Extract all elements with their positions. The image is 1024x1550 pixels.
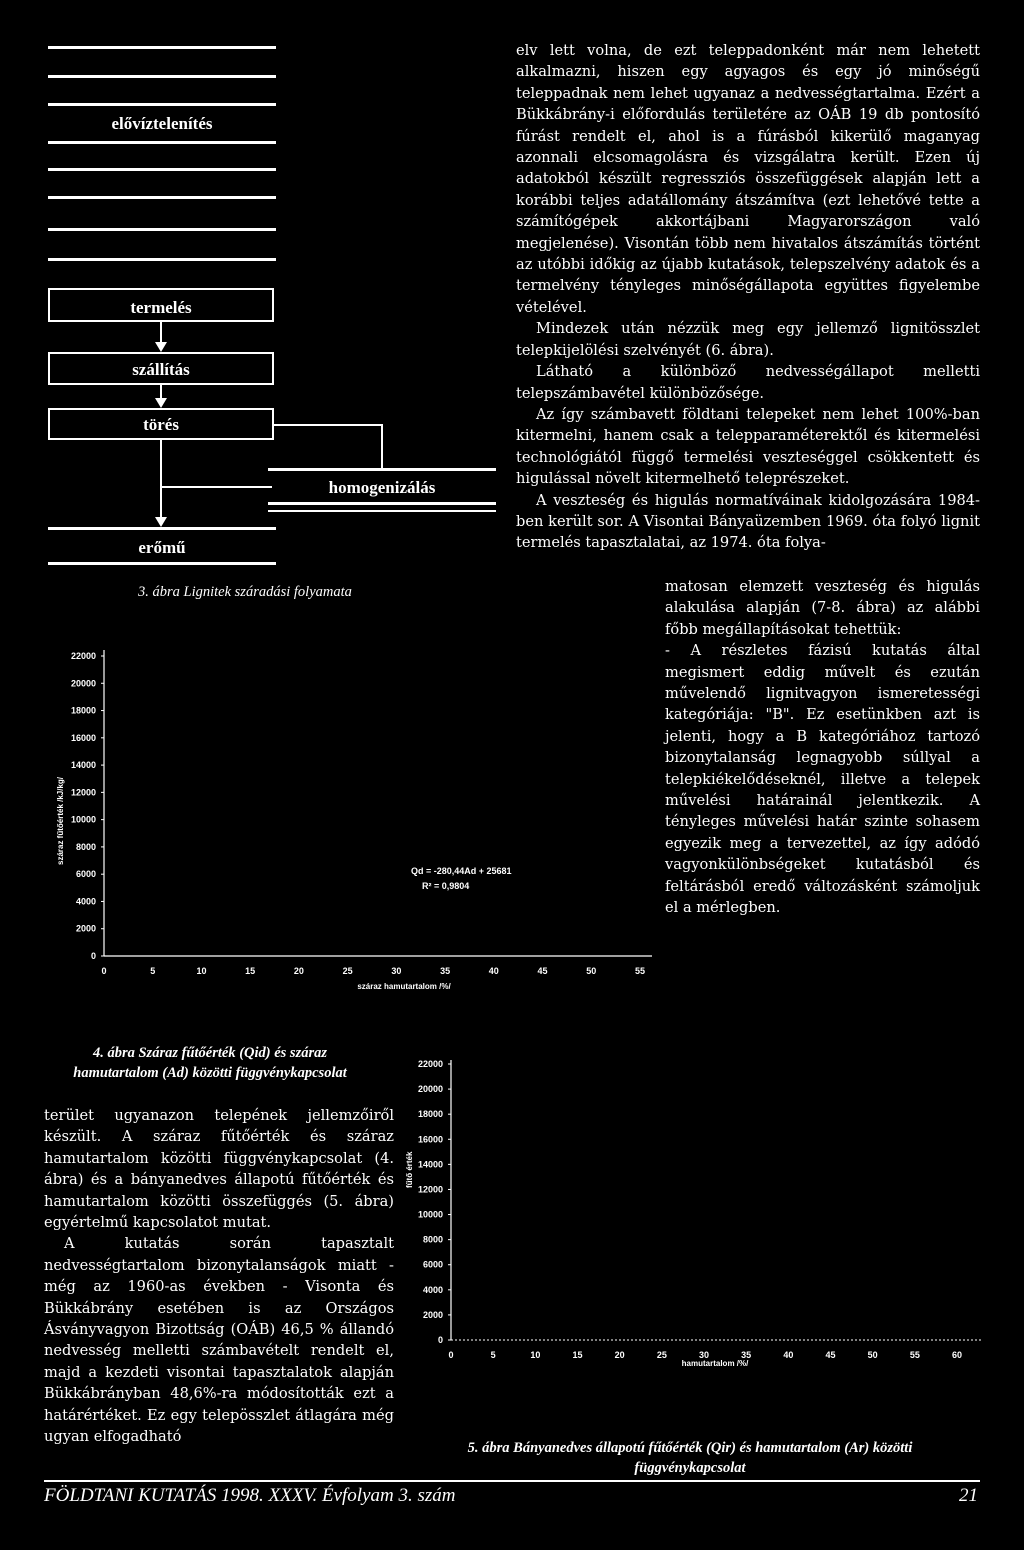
footer-rule <box>44 1480 980 1482</box>
paragraph: terület ugyanazon telepének jellemzőiről készült. A száraz fűtőérték és száraz hamutartalom közötti függvénykapcsolat (4. ábra) és a bányanedves állapotú fűtőérték és hamutartalom közötti összefüggés (5. ábra) egyértelmű kapcsolatot mutat. <box>44 1107 394 1232</box>
x-tick-label: 15 <box>572 1350 583 1360</box>
x-tick-label: 60 <box>951 1350 963 1360</box>
footer-journal: FÖLDTANI KUTATÁS 1998. XXXV. Évfolyam 3. szám <box>44 1485 456 1506</box>
y-tick-label: 16000 <box>70 732 96 743</box>
bullet-paragraph: - A részletes fázisú kutatás által megismert eddig művelt és ezután művelendő lignitvagyon ismeretességi kategóriája: "B". Ez esetünkben azt is jelenti, hogy a B kategóriához tartozó bizonytalanság legnagyobb súllyal a telepkiékelődéseknél, illetve a telepek művelési határainál jelentkezik. A tényleges művelési határ szinte sohasem egyezik meg a tervezettel, az így adódó vagyonkülönbségeket kutatásból és feltárásból eredő változásként számoljuk el a mérlegben. <box>665 642 980 917</box>
y-tick-label: 8000 <box>422 1234 443 1245</box>
step-homogenization: homogenizálás <box>328 478 436 497</box>
paragraph: Az így számbavett földtani telepeket nem lehet 100%-ban kitermelni, hanem csak a telepparaméterektől és kitermelési technológiától függő termelési veszteséggel csökkentett és higulással növelt kitermelhető teleprészeket. <box>516 405 980 488</box>
paragraph: A kutatás során tapasztalt nedvességtartalom bizonytalanságok miatt - még az 1960-as években - Visonta és Bükkábrány esetében is az Országos Ásványvagyon Bizottság (OÁB) 46,5 % állandó nedvesség melletti számbavételt rendelt el, majd a kezdeti visontai tapasztalatok alapján Bükkábrányban 48,6%-ra módosították ezt a határértéket. Ez egy telepösszlet átlagára még ugyan elfogadható <box>44 1235 394 1446</box>
y-tick-label: 14000 <box>70 760 96 771</box>
y-tick-label: 6000 <box>422 1259 443 1270</box>
y-tick-label: 6000 <box>75 869 96 880</box>
x-tick-label: 25 <box>656 1350 667 1360</box>
regression-equation: Qd = -280,44Ad + 25681 <box>411 866 512 876</box>
divider <box>268 510 496 512</box>
figure4-chart <box>0 640 660 1000</box>
x-tick-label: 55 <box>909 1350 920 1360</box>
y-tick-label: 22000 <box>417 1059 443 1069</box>
caption-line: függvénykapcsolat <box>634 1460 746 1476</box>
x-axis-label: hamutartalom /%/ <box>681 1359 749 1368</box>
x-tick-label: 0 <box>448 1350 454 1360</box>
step-transport: szállítás <box>132 360 190 379</box>
figure5-caption <box>400 1438 980 1478</box>
y-tick-label: 12000 <box>417 1184 443 1195</box>
divider <box>48 562 276 565</box>
y-tick-label: 2000 <box>75 923 96 934</box>
y-tick-label: 20000 <box>70 678 96 689</box>
x-tick-label: 30 <box>391 966 402 976</box>
caption-line: hamutartalom (Ad) közötti függvénykapcsolat <box>73 1065 347 1081</box>
divider <box>48 527 276 530</box>
y-axis-label: száraz fűtőérték /kJ/kg/ <box>56 776 65 865</box>
y-axis-label: fűtő érték <box>405 1151 414 1188</box>
x-tick-label: 35 <box>741 1350 752 1360</box>
x-tick-label: 40 <box>783 1350 794 1360</box>
x-axis-label: száraz hamutartalom /%/ <box>357 982 451 991</box>
narrow-column-text <box>665 576 980 919</box>
x-tick-label: 20 <box>293 966 304 976</box>
y-tick-label: 22000 <box>70 651 96 661</box>
x-tick-label: 15 <box>245 966 256 976</box>
caption-line: 4. ábra Száraz fűtőérték (Qid) és száraz <box>92 1045 328 1061</box>
figure4-caption <box>50 1043 370 1083</box>
x-tick-label: 0 <box>101 966 107 976</box>
step-production: termelés <box>130 298 192 317</box>
right-column-text <box>516 40 980 554</box>
r-squared: R² = 0,9804 <box>422 881 470 891</box>
divider <box>268 502 496 505</box>
y-tick-label: 0 <box>90 951 96 961</box>
y-tick-label: 0 <box>437 1335 443 1345</box>
y-tick-label: 4000 <box>75 896 96 907</box>
y-tick-label: 8000 <box>75 841 96 852</box>
x-tick-label: 45 <box>537 966 548 976</box>
x-tick-label: 50 <box>867 1350 878 1360</box>
paragraph: matosan elemzett veszteség és higulás alakulása alapján (7-8. ábra) az alábbi főbb megállapításokat tehettük: <box>665 578 980 638</box>
x-tick-label: 55 <box>634 966 646 976</box>
paragraph: A veszteség és higulás normatíváinak kidolgozására 1984-ben került sor. A Visontai Bányaüzemben 1969. óta folyó lignit termelés tapasztalatai, az 1974. óta folya- <box>516 491 980 552</box>
figure3-caption: 3. ábra Lignitek száradási folyamata <box>138 584 352 600</box>
paragraph: Látható a különböző nedvességállapot melletti telepszámbavétel különbözősége. <box>516 363 980 402</box>
y-tick-label: 14000 <box>417 1159 443 1170</box>
left-column-text <box>44 1105 394 1448</box>
y-tick-label: 16000 <box>417 1134 443 1145</box>
caption-line: 5. ábra Bányanedves állapotú fűtőérték (Qir) és hamutartalom (Ar) közötti <box>467 1440 913 1456</box>
y-tick-label: 10000 <box>70 814 96 825</box>
x-tick-label: 5 <box>150 966 156 976</box>
step-predewatering: elővíztelenítés <box>111 114 213 133</box>
divider <box>268 468 496 471</box>
x-tick-label: 30 <box>698 1350 710 1360</box>
y-tick-label: 2000 <box>422 1309 443 1320</box>
paragraph: elv lett volna, de ezt teleppadonként már nem lehetett alkalmazni, hiszen egy agyagos és egy jó minőségű teleppadnak nem lehet ugyanaz a nedvességtartalma. Ezért a Bükkábrány-i előfordulás területére az OÁB 19 db pontosító fúrást rendelt el, ahol is a fúrásból kikerülő maganyag azonnali elcsomagolásra és vizsgálatra került. Ezen új adatokból készült regressziós összefüggések alapján lett a korábbi teljes adatállomány átszámítva (ezt lehetővé tette a számítógépek akkortájbani Magyarországon való megjelenése). Visontán több nem hivatalos átszámítás történt az utóbbi időkig az újabb kutatások, telepszelvény adatok és a termelvény tényleges minőségállapota együttes figyelembe vételével. <box>516 42 980 316</box>
x-tick-label: 5 <box>490 1350 496 1360</box>
y-tick-label: 10000 <box>417 1209 443 1220</box>
figure5-chart <box>395 1050 985 1380</box>
x-tick-label: 10 <box>530 1350 541 1360</box>
x-tick-label: 35 <box>440 966 451 976</box>
x-tick-label: 20 <box>614 1350 625 1360</box>
x-tick-label: 45 <box>825 1350 836 1360</box>
y-tick-label: 4000 <box>422 1284 443 1295</box>
x-tick-label: 50 <box>586 966 597 976</box>
y-tick-label: 18000 <box>70 705 96 716</box>
paragraph: Mindezek után nézzük meg egy jellemző lignitösszlet telepkijelölési szelvényét (6. ábra). <box>516 320 980 359</box>
step-crushing: törés <box>143 415 179 434</box>
y-tick-label: 20000 <box>417 1084 443 1095</box>
step-power-plant: erőmű <box>138 538 186 557</box>
x-tick-label: 25 <box>342 966 353 976</box>
page-number: 21 <box>959 1485 978 1506</box>
y-tick-label: 18000 <box>417 1109 443 1120</box>
x-tick-label: 10 <box>196 966 207 976</box>
x-tick-label: 40 <box>488 966 499 976</box>
y-tick-label: 12000 <box>70 787 96 798</box>
